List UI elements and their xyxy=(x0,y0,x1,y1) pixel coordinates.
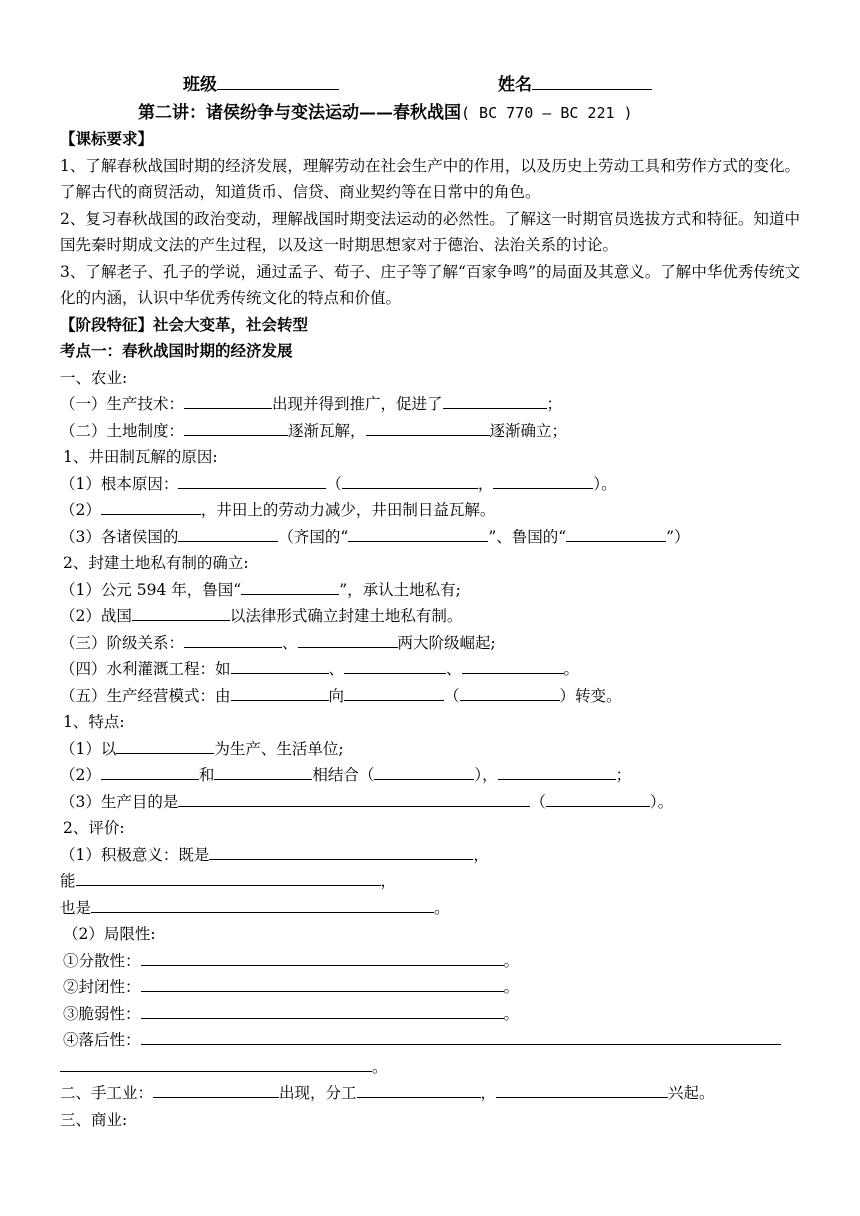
blank[interactable] xyxy=(443,391,547,409)
blank[interactable] xyxy=(178,789,530,807)
blank[interactable] xyxy=(374,762,474,780)
name-label: 姓名 xyxy=(498,75,532,95)
blank[interactable] xyxy=(344,656,446,674)
stage-feature: 【阶段特征】社会大变革，社会转型 xyxy=(60,314,309,334)
warring-states-line: （2）战国 以法律形式确立封建土地私有制。 xyxy=(60,603,800,630)
blank[interactable] xyxy=(178,471,326,489)
business-model-line: （五）生产经营模式：由 向 （ ）转变。 xyxy=(60,683,800,710)
blank[interactable] xyxy=(342,471,478,489)
key-point-1-heading: 考点一：春秋战国时期的经济发展 xyxy=(60,341,293,360)
commerce-heading: 三、商业: xyxy=(60,1110,128,1129)
blank[interactable] xyxy=(460,683,560,701)
well-field-causes-heading: 1、井田制瓦解的原因: xyxy=(63,448,218,466)
page-title xyxy=(60,100,800,126)
limitation-2-line: ②封闭性： 。 xyxy=(60,974,800,1001)
handicraft-line: 二、手工业： 出现，分工 ， 兴起。 xyxy=(60,1080,800,1107)
blank[interactable] xyxy=(141,1001,504,1019)
blank[interactable] xyxy=(153,1080,279,1098)
cause-2-line: （2） ，井田上的劳动力减少，井田制日益瓦解。 xyxy=(60,497,800,524)
limitation-4-line: ④落后性： xyxy=(60,1027,800,1054)
limitation-1-line: ①分散性： 。 xyxy=(60,948,800,975)
standard-item-2: 2、复习春秋战国的政治变动，理解战国时期变法运动的必然性。了解这一时期官员选拔方式和特征。知道中国先秦时期成文法的产生过程，以及这一时期思想家对于德治、法治关系的讨论。 xyxy=(60,209,800,254)
blank[interactable] xyxy=(214,762,312,780)
blank[interactable] xyxy=(366,418,490,436)
blank[interactable] xyxy=(101,497,201,515)
title-main: 第二讲：诸侯纷争与变法运动——春秋战国 xyxy=(138,103,461,123)
blank[interactable] xyxy=(141,974,504,992)
blank[interactable] xyxy=(231,683,329,701)
feature-3-line: （3）生产目的是 （ ）。 xyxy=(60,789,800,816)
irrigation-line: （四）水利灌溉工程：如 、 、 。 xyxy=(60,656,800,683)
private-land-heading: 2、封建土地私有制的确立: xyxy=(63,554,249,572)
positive-line-2: 能 ， xyxy=(60,868,800,895)
blank[interactable] xyxy=(178,524,278,542)
blank[interactable] xyxy=(348,524,488,542)
positive-line-3: 也是 。 xyxy=(60,895,800,922)
blank[interactable] xyxy=(241,577,339,595)
blank[interactable] xyxy=(566,524,666,542)
blank[interactable] xyxy=(462,656,564,674)
blank[interactable] xyxy=(546,789,650,807)
blank[interactable] xyxy=(498,762,616,780)
class-label: 班级 xyxy=(183,75,217,95)
blank[interactable] xyxy=(496,1080,668,1098)
blank[interactable] xyxy=(493,471,593,489)
standard-item-1: 1、了解春秋战国时期的经济发展，理解劳动在社会生产中的作用，以及历史上劳动工具和劳作方式的变化。了解古代的商贸活动，知道货币、信贷、商业契约等在日常中的角色。 xyxy=(60,156,800,201)
blank[interactable] xyxy=(298,630,398,648)
blank[interactable] xyxy=(132,603,230,621)
class-field[interactable] xyxy=(217,72,339,90)
blank[interactable] xyxy=(209,842,473,860)
limitation-4-continued: 。 xyxy=(60,1054,800,1081)
blank[interactable] xyxy=(184,630,282,648)
title-dates: ( BC 770 – BC 221 ) xyxy=(461,104,633,122)
blank[interactable] xyxy=(116,736,214,754)
root-cause-line: （1）根本原因： （ ， ）。 xyxy=(60,471,800,498)
blank[interactable] xyxy=(141,1027,781,1045)
feature-2-line: （2） 和 相结合（ ）， ； xyxy=(60,762,800,789)
blank[interactable] xyxy=(101,762,199,780)
blank[interactable] xyxy=(141,948,504,966)
class-relations-line: （三）阶级关系： 、 两大阶级崛起; xyxy=(60,630,800,657)
lu-state-line: （1）公元 594 年，鲁国“ ”，承认土地私有; xyxy=(60,577,800,604)
standard-item-3: 3、了解老子、孔子的学说，通过孟子、荀子、庄子等了解“百家争鸣”的局面及其意义。了解中华优秀传统文化的内涵，认识中华优秀传统文化的特点和价值。 xyxy=(60,262,800,307)
agriculture-heading: 一、农业: xyxy=(60,368,128,387)
positive-line-1: （1）积极意义：既是 ， xyxy=(60,842,800,869)
feature-1-line: （1）以 为生产、生活单位; xyxy=(60,736,800,763)
evaluation-heading: 2、评价: xyxy=(63,819,125,837)
blank[interactable] xyxy=(91,895,434,913)
limitation-3-line: ③脆弱性： 。 xyxy=(60,1001,800,1028)
features-heading: 1、特点: xyxy=(63,713,125,731)
blank[interactable] xyxy=(357,1080,481,1098)
blank[interactable] xyxy=(184,391,272,409)
limitations-heading: （2）局限性: xyxy=(63,925,156,943)
blank[interactable] xyxy=(184,418,288,436)
standards-heading: 【课标要求】 xyxy=(60,129,154,148)
name-field[interactable] xyxy=(532,72,652,90)
header-line xyxy=(60,72,800,98)
cause-3-line: （3）各诸侯国的 （齐国的“ ”、鲁国的“ ”） xyxy=(60,524,800,551)
blank[interactable] xyxy=(344,683,444,701)
land-system-line: （二）土地制度： 逐渐瓦解， 逐渐确立； xyxy=(60,418,800,445)
blank[interactable] xyxy=(60,1054,372,1072)
production-technique-line: （一）生产技术： 出现并得到推广，促进了 ； xyxy=(60,391,800,418)
blank[interactable] xyxy=(231,656,329,674)
blank[interactable] xyxy=(76,868,381,886)
